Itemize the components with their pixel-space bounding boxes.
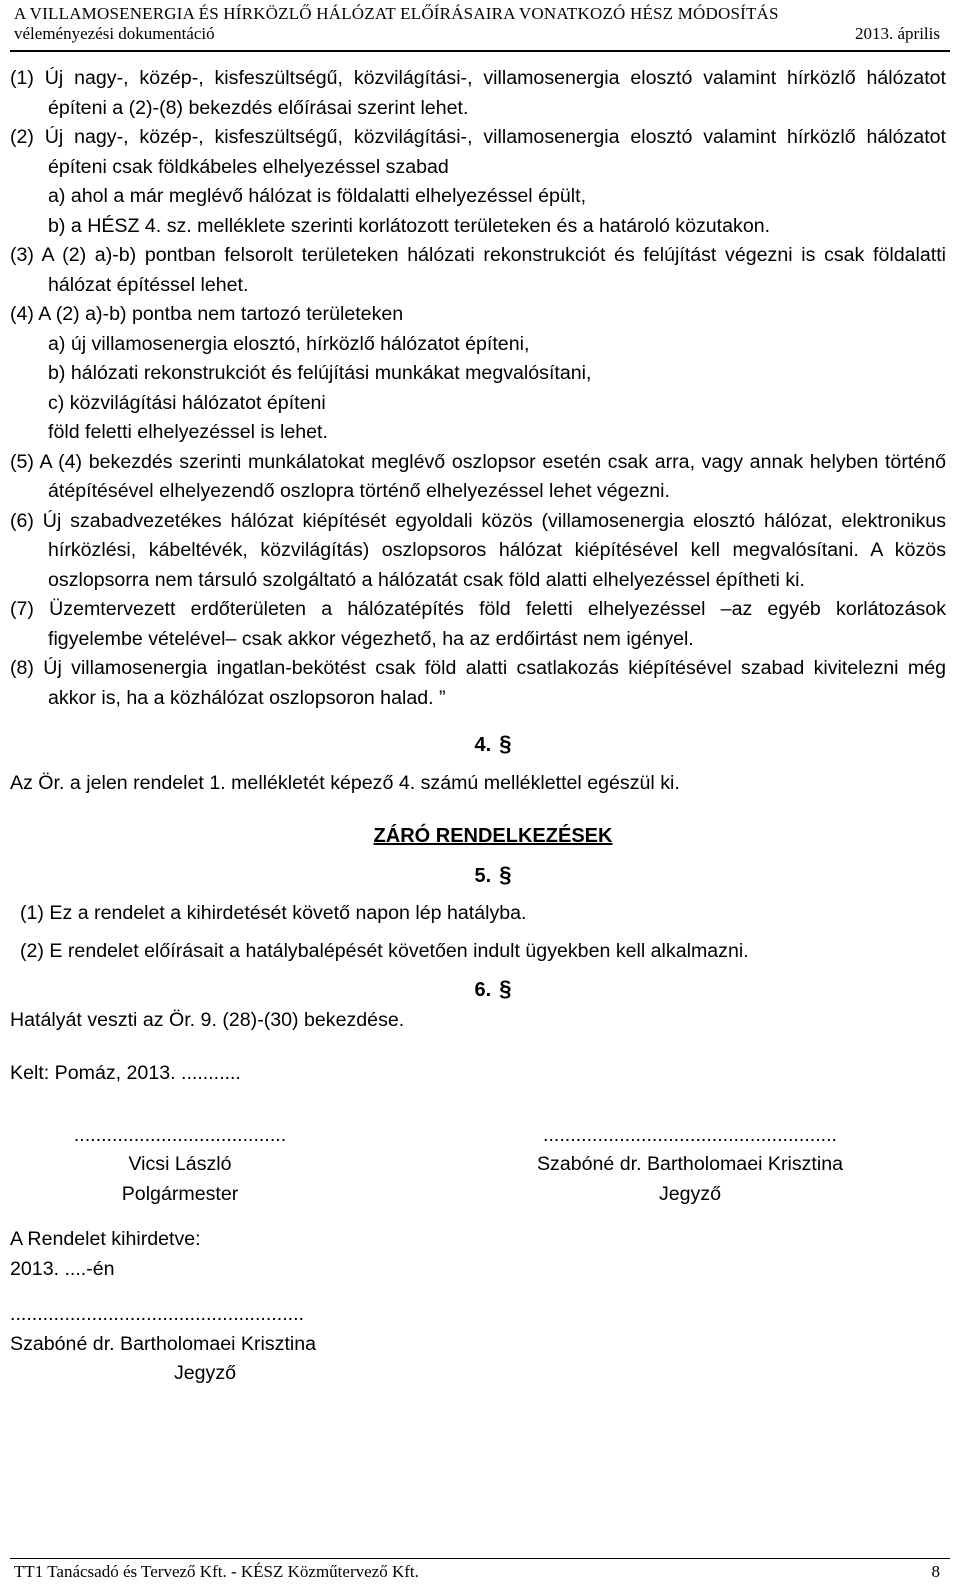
paragraph-4-c: c) közvilágítási hálózatot építeni (48, 391, 326, 414)
header-date: 2013. április (855, 24, 940, 43)
signature-line: ...................................................... (543, 1123, 837, 1146)
announced-label: A Rendelet kihirdetve: (10, 1228, 201, 1250)
section-6-heading (10, 974, 946, 1006)
mayor-name: Vicsi László (128, 1153, 232, 1175)
footer-text: TT1 Tanácsadó és Tervező Kft. - KÉSZ Közműtervező Kft. (14, 1562, 419, 1581)
page-number: 8 (931, 1562, 940, 1581)
section-4-text: Az Ör. a jelen rendelet 1. mellékletét képező 4. számú melléklettel egészül ki. (10, 771, 680, 794)
paragraph-2: (2) Új nagy-, közép-, kisfeszültségű, közvilágítási-, villamosenergia elosztó valamint hírközlő hálózatot építeni csak földkábeles elhelyezéssel szabad (10, 126, 946, 178)
paragraph-6: (6) Új szabadvezetékes hálózat kiépítését egyoldali közös (villamosenergia elosztó hálózat, elektronikus hírközlési, kábeltévék, közvilágítás) oszlopsoros hálózat kiépítésével kell megvalósítani. A közös oszlopsorra nem társuló szolgáltató a hálózatát csak föld alatti elhelyezéssel építheti ki. (10, 509, 946, 591)
signature-row (10, 1121, 946, 1210)
paragraph-2-a: a) ahol a már meglévő hálózat is földalatti elhelyezéssel épült, (48, 185, 587, 207)
section-5-number: 5. (474, 864, 492, 887)
announced-date: 2013. ....-én (10, 1257, 115, 1280)
signature-notary (470, 1121, 910, 1210)
section-symbol-icon: § (499, 861, 512, 887)
section-4-number: 4. (474, 734, 492, 756)
document-body (10, 64, 946, 1389)
paragraph-4-a: a) új villamosenergia elosztó, hírközlő hálózatot építeni, (48, 332, 530, 355)
header-subtitle: véleményezési dokumentáció (14, 24, 215, 43)
signature-mayor (10, 1121, 350, 1210)
notary-name: Szabóné dr. Bartholomaei Krisztina (10, 1332, 317, 1355)
paragraph-4-b: b) hálózati rekonstrukciót és felújítási munkákat megvalósítani, (48, 362, 592, 384)
section-5-paragraph-1: (1) Ez a rendelet a kihirdetését követő napon lép hatályba. (20, 902, 527, 924)
paragraph-4-d: föld feletti elhelyezéssel is lehet. (48, 421, 328, 443)
signature-line: ....................................... (73, 1123, 287, 1146)
paragraph-1: (1) Új nagy-, közép-, kisfeszültségű, közvilágítási-, villamosenergia elosztó valamint hírközlő hálózatot építeni a (2)-(8) bekezdés előírásai szerint lehet. (10, 67, 946, 119)
footer-divider (10, 1558, 950, 1559)
notary-title: Jegyző (173, 1362, 237, 1384)
paragraph-7: (7) Üzemtervezett erdőterületen a hálózatépítés föld feletti elhelyezéssel –az egyéb korlátozások figyelembe vételével– csak akkor végezhető, ha az erdőirtást nem igényel. (10, 598, 946, 650)
section-symbol-icon: § (499, 976, 512, 1001)
section-5-paragraph-2: (2) E rendelet előírásait a hatálybalépését követően indult ügyekben kell alkalmazni. (20, 939, 749, 962)
header-divider (10, 50, 950, 52)
closing-heading: ZÁRÓ RENDELKEZÉSEK (373, 825, 613, 847)
paragraph-4: (4) A (2) a)-b) pontba nem tartozó területeken (10, 303, 404, 325)
section-symbol-icon: § (499, 731, 512, 756)
notary-title: Jegyző (658, 1182, 722, 1205)
announcement-signature (10, 1300, 400, 1389)
signature-line: ...................................................... (10, 1303, 304, 1325)
section-4-heading (10, 729, 946, 761)
mayor-title: Polgármester (121, 1182, 239, 1205)
paragraph-3: (3) A (2) a)-b) pontban felsorolt területeken hálózati rekonstrukciót és felújítást végezni is csak földalatti hálózat építéssel lehet. (10, 244, 946, 296)
header-title: A VILLAMOSENERGIA ÉS HÍRKÖZLŐ HÁLÓZAT ELŐÍRÁSAIRA VONATKOZÓ HÉSZ MÓDOSÍTÁS (14, 4, 779, 23)
section-5-heading (10, 860, 946, 892)
section-6-number: 6. (474, 979, 492, 1001)
paragraph-8: (8) Új villamosenergia ingatlan-bekötést csak föld alatti csatlakozás kiépítésével szabad kivitelezni még akkor is, ha a közhálózat oszlopsoron halad. ” (10, 657, 946, 709)
notary-name: Szabóné dr. Bartholomaei Krisztina (536, 1153, 844, 1175)
paragraph-5: (5) A (4) bekezdés szerinti munkálatokat meglévő oszlopsor esetén csak arra, vagy annak helyben történő átépítésével elhelyezendő oszlopra történő elhelyezéssel lehet végezni. (10, 450, 946, 502)
place-date: Kelt: Pomáz, 2013. ........... (10, 1062, 241, 1084)
section-6-text: Hatályát veszti az Ör. 9. (28)-(30) bekezdése. (10, 1008, 405, 1031)
paragraph-2-b: b) a HÉSZ 4. sz. melléklete szerinti korlátozott területeken és a határoló közutakon. (48, 214, 771, 237)
